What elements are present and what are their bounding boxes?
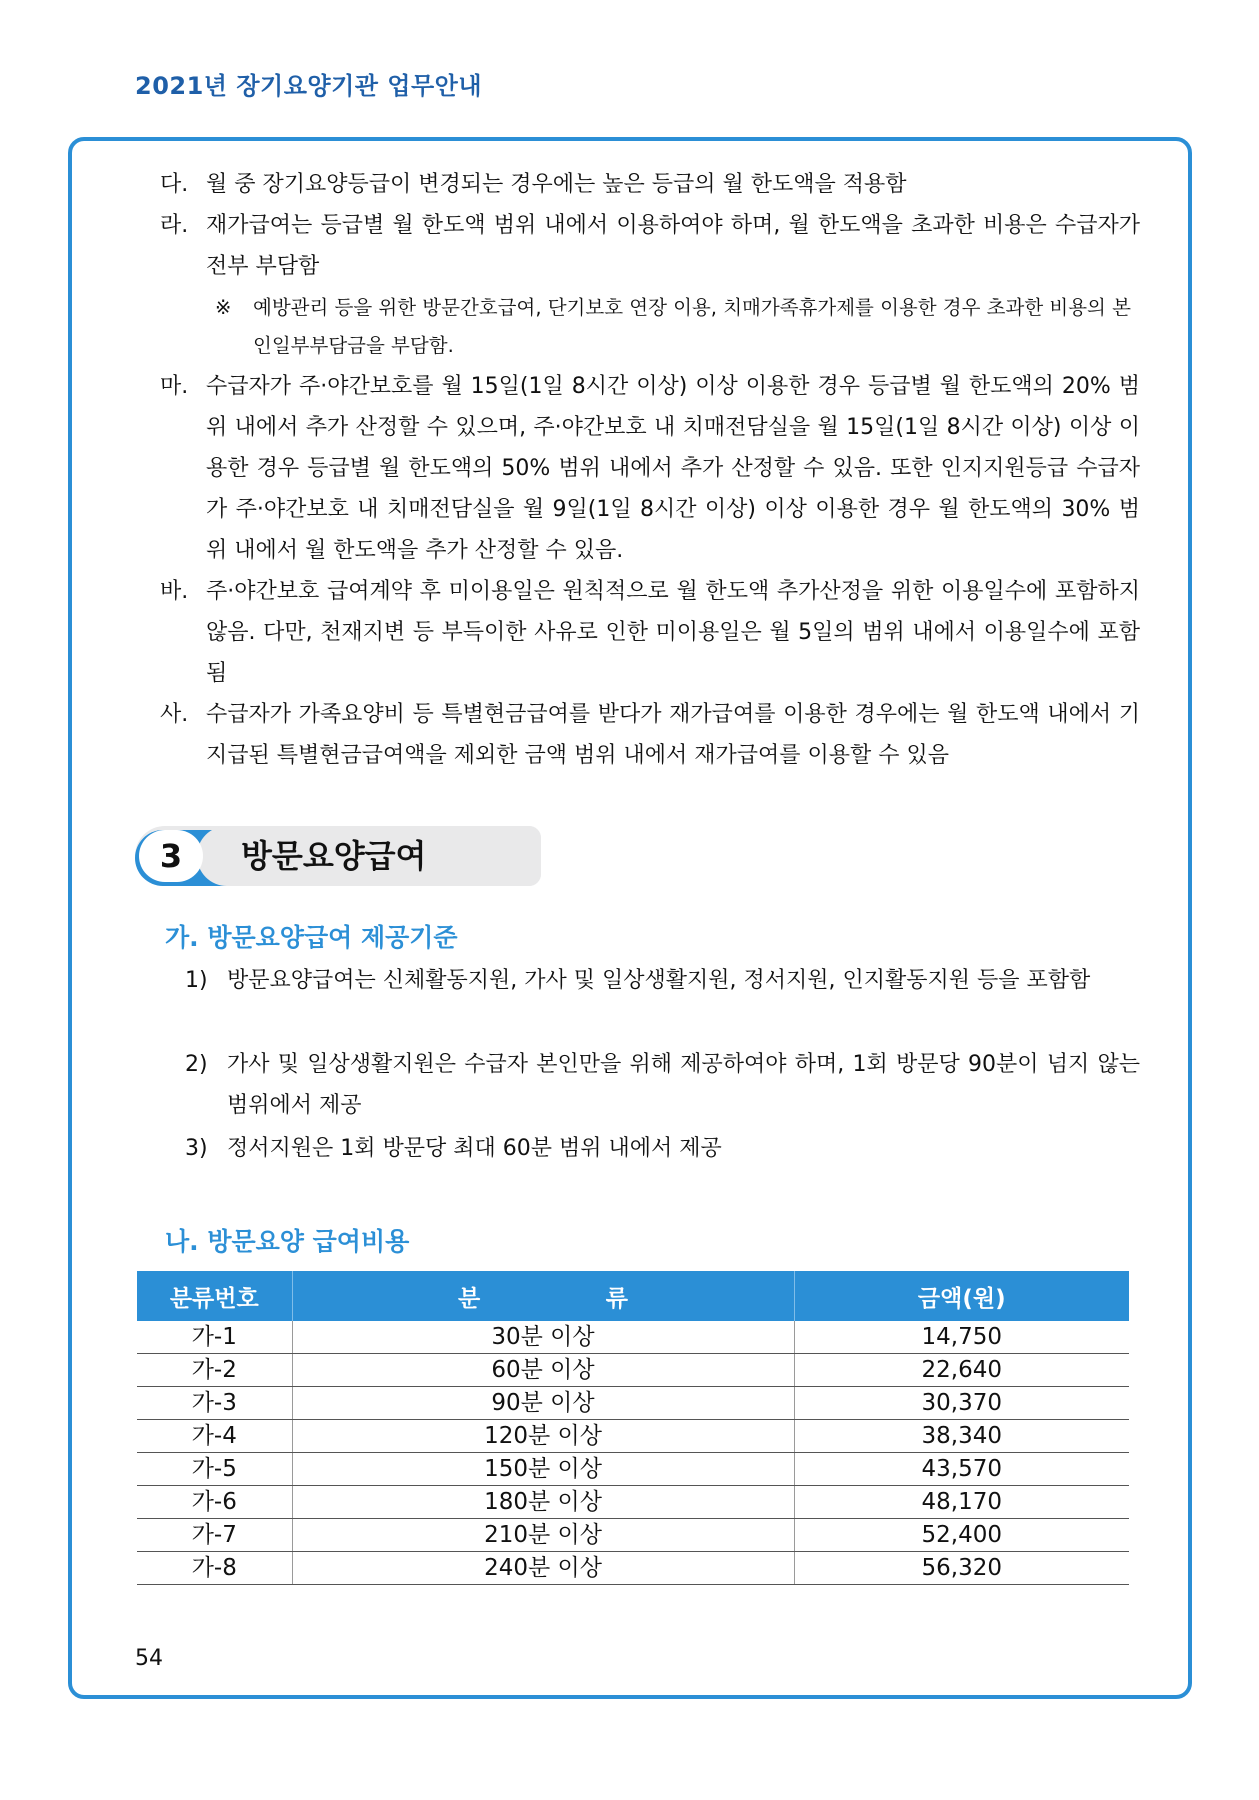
item-text: 재가급여는 등급별 월 한도액 범위 내에서 이용하여야 하며, 월 한도액을 초과한 비용은 수급자가 전부 부담함 — [206, 213, 1140, 279]
item-text: 월 중 장기요양등급이 변경되는 경우에는 높은 등급의 월 한도액을 적용함 — [206, 172, 907, 197]
section-number: 3 — [139, 830, 203, 882]
cell-amount: 30,370 — [794, 1387, 1129, 1420]
table-row — [137, 1486, 1129, 1519]
cell-amount: 52,400 — [794, 1519, 1129, 1552]
item-mark: 바. — [160, 579, 189, 604]
section-heading — [135, 826, 541, 886]
cell-amount: 14,750 — [794, 1321, 1129, 1354]
list-item — [160, 205, 1140, 287]
cell-category: 90분 이상 — [292, 1387, 794, 1420]
item-text: 가사 및 일상생활지원은 수급자 본인만을 위해 제공하여야 하며, 1회 방문당 90분이 넘지 않는 범위에서 제공 — [227, 1052, 1140, 1118]
cell-code: 가-8 — [137, 1552, 292, 1585]
cell-amount: 38,340 — [794, 1420, 1129, 1453]
note-mark: ※ — [215, 296, 232, 319]
header-title: 2021년 장기요양기관 업무안내 — [135, 72, 483, 100]
table-row — [137, 1321, 1129, 1354]
cell-category: 30분 이상 — [292, 1321, 794, 1354]
note-text: 예방관리 등을 위한 방문간호급여, 단기보호 연장 이용, 치매가족휴가제를 이용한 경우 초과한 비용의 본인일부부담금을 부담함. — [253, 296, 1131, 357]
item-text: 정서지원은 1회 방문당 최대 60분 범위 내에서 제공 — [227, 1136, 722, 1161]
cell-code: 가-3 — [137, 1387, 292, 1420]
item-mark: 사. — [160, 702, 189, 727]
item-mark: 마. — [160, 374, 189, 399]
cell-category: 240분 이상 — [292, 1552, 794, 1585]
note — [215, 289, 1141, 365]
item-text: 수급자가 주·야간보호를 월 15일(1일 8시간 이상) 이상 이용한 경우 등급별 월 한도액의 20% 범위 내에서 추가 산정할 수 있으며, 주·야간보호 내 치매전담실을 월 15일(1일 8시간 이상) 이상 이용한 경우 등급별 월 한도액의 50% 범위 내에서 추가 산정할 수 있음. 또한 인지지원등급 수급자가 주·야간보호 내 치매전담실을 월 9일(1일 8시간 이상) 이상 이용한 경우 월 한도액의 30% 범위 내에서 월 한도액을 추가 산정할 수 있음. — [206, 374, 1140, 563]
cell-category: 210분 이상 — [292, 1519, 794, 1552]
cell-amount: 48,170 — [794, 1486, 1129, 1519]
page-number: 54 — [135, 1646, 163, 1671]
item-mark: 다. — [160, 172, 189, 197]
section-title: 방문요양급여 — [241, 837, 427, 875]
subheading-fees: 나. 방문요양 급여비용 — [165, 1227, 410, 1256]
cell-category: 150분 이상 — [292, 1453, 794, 1486]
table-header-row — [137, 1271, 1129, 1321]
cell-code: 가-7 — [137, 1519, 292, 1552]
cell-category: 120분 이상 — [292, 1420, 794, 1453]
column-header-category-text: 분 류 — [458, 1285, 628, 1312]
column-header-amount: 금액(원) — [794, 1271, 1129, 1321]
cell-code: 가-6 — [137, 1486, 292, 1519]
item-mark: 1) — [185, 968, 208, 993]
table-row — [137, 1387, 1129, 1420]
table-row — [137, 1420, 1129, 1453]
list-item — [160, 164, 1140, 205]
fee-table — [137, 1271, 1129, 1585]
table-row — [137, 1552, 1129, 1585]
cell-amount: 43,570 — [794, 1453, 1129, 1486]
item-text: 방문요양급여는 신체활동지원, 가사 및 일상생활지원, 정서지원, 인지활동지원 등을 포함함 — [227, 968, 1091, 993]
table-row — [137, 1453, 1129, 1486]
list-item — [160, 694, 1140, 776]
list-item — [160, 571, 1140, 694]
column-header-category — [292, 1271, 794, 1321]
item-text: 주·야간보호 급여계약 후 미이용일은 원칙적으로 월 한도액 추가산정을 위한 이용일수에 포함하지 않음. 다만, 천재지변 등 부득이한 사유로 인한 미이용일은 월 5일의 범위 내에서 이용일수에 포함됨 — [206, 579, 1140, 686]
item-mark: 2) — [185, 1052, 208, 1077]
subheading-standards: 가. 방문요양급여 제공기준 — [165, 923, 458, 952]
cell-code: 가-2 — [137, 1354, 292, 1387]
cell-amount: 22,640 — [794, 1354, 1129, 1387]
cell-code: 가-4 — [137, 1420, 292, 1453]
list-item — [185, 1044, 1140, 1126]
list-item — [160, 366, 1140, 571]
cell-code: 가-5 — [137, 1453, 292, 1486]
cell-category: 60분 이상 — [292, 1354, 794, 1387]
table-row — [137, 1354, 1129, 1387]
item-mark: 3) — [185, 1136, 208, 1161]
item-mark: 라. — [160, 213, 189, 238]
list-item — [185, 1128, 1140, 1169]
column-header-code: 분류번호 — [137, 1271, 292, 1321]
cell-category: 180분 이상 — [292, 1486, 794, 1519]
item-text: 수급자가 가족요양비 등 특별현금급여를 받다가 재가급여를 이용한 경우에는 월 한도액 내에서 기지급된 특별현금급여액을 제외한 금액 범위 내에서 재가급여를 이용할 수 있음 — [206, 702, 1140, 768]
cell-amount: 56,320 — [794, 1552, 1129, 1585]
cell-code: 가-1 — [137, 1321, 292, 1354]
table-row — [137, 1519, 1129, 1552]
list-item — [185, 960, 1140, 1001]
